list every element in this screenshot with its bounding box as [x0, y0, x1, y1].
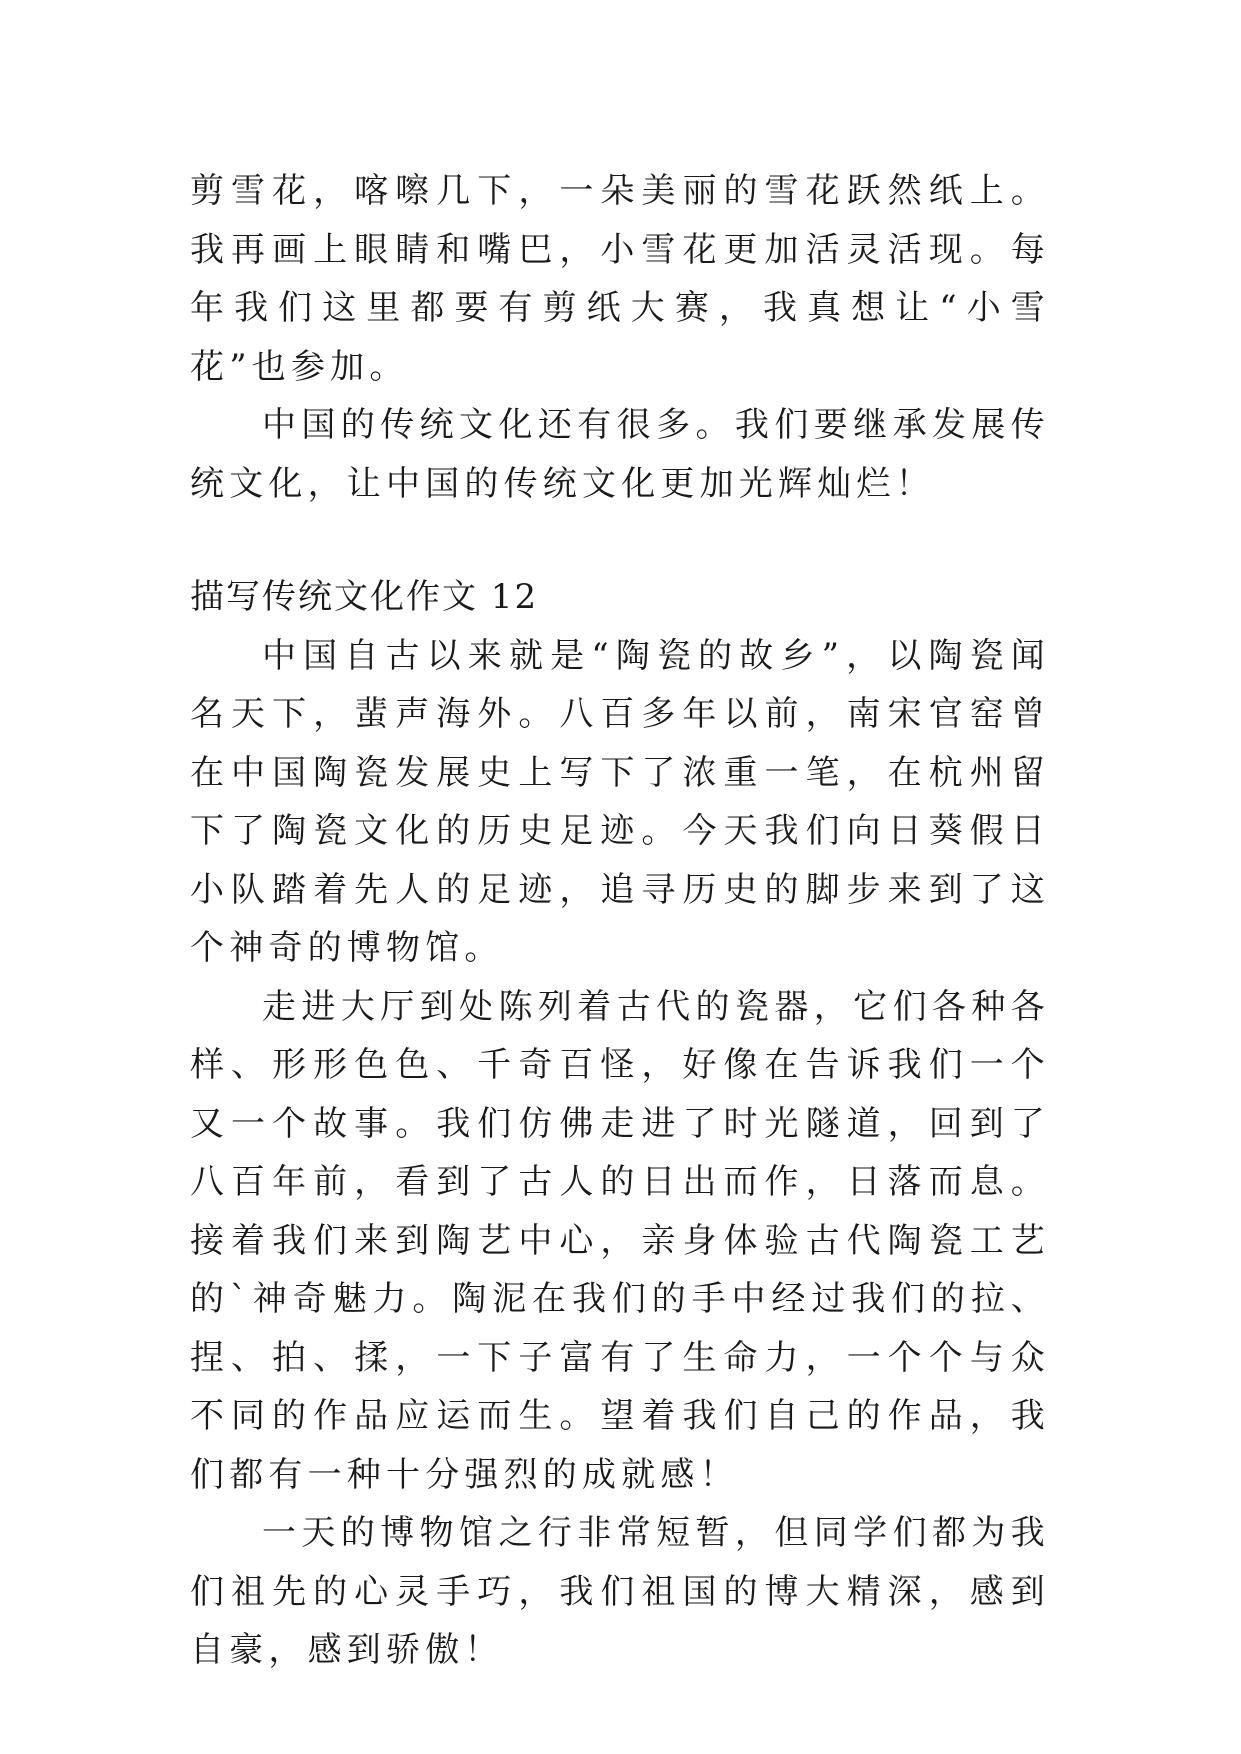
closing-paragraph: 中国的传统文化还有很多。我们要继承发展传统文化，让中国的传统文化更加光辉灿烂！ — [190, 405, 1050, 504]
essay-paragraph-3: 一天的博物馆之行非常短暂，但同学们都为我们祖先的心灵手巧，我们祖国的博大精深，感到自豪，感到骄傲！ — [190, 1513, 1050, 1670]
essay-paragraph-2: 走进大厅到处陈列着古代的瓷器，它们各种各样、形形色色、千奇百怪，好像在告诉我们一个又一个故事。我们仿佛走进了时光隧道，回到了八百年前，看到了古人的日出而作，日落而息。接着我们来到陶艺中心，亲身体验古代陶瓷工艺的`神奇魅力。陶泥在我们的手中经过我们的拉、捏、拍、揉，一下子富有了生命力，一个个与众不同的作品应运而生。望着我们自己的作品，我们都有一种十分强烈的成就感！ — [190, 986, 1050, 1495]
essay-paragraph-1: 中国自古以来就是“陶瓷的故乡”，以陶瓷闻名天下，蜚声海外。八百多年以前，南宋官窑曾在中国陶瓷发展史上写下了浓重一笔，在杭州留下了陶瓷文化的历史足迹。今天我们向日葵假日小队踏着先人的足迹，追寻历史的脚步来到了这个神奇的博物馆。 — [190, 635, 1050, 968]
document-page — [190, 162, 1050, 1680]
continued-paragraph: 剪雪花，喀嚓几下，一朵美丽的雪花跃然纸上。我再画上眼睛和嘴巴，小雪花更加活灵活现。每年我们这里都要有剪纸大赛，我真想让“小雪花”也参加。 — [190, 171, 1050, 387]
essay-title: 描写传统文化作文 12 — [190, 577, 539, 617]
